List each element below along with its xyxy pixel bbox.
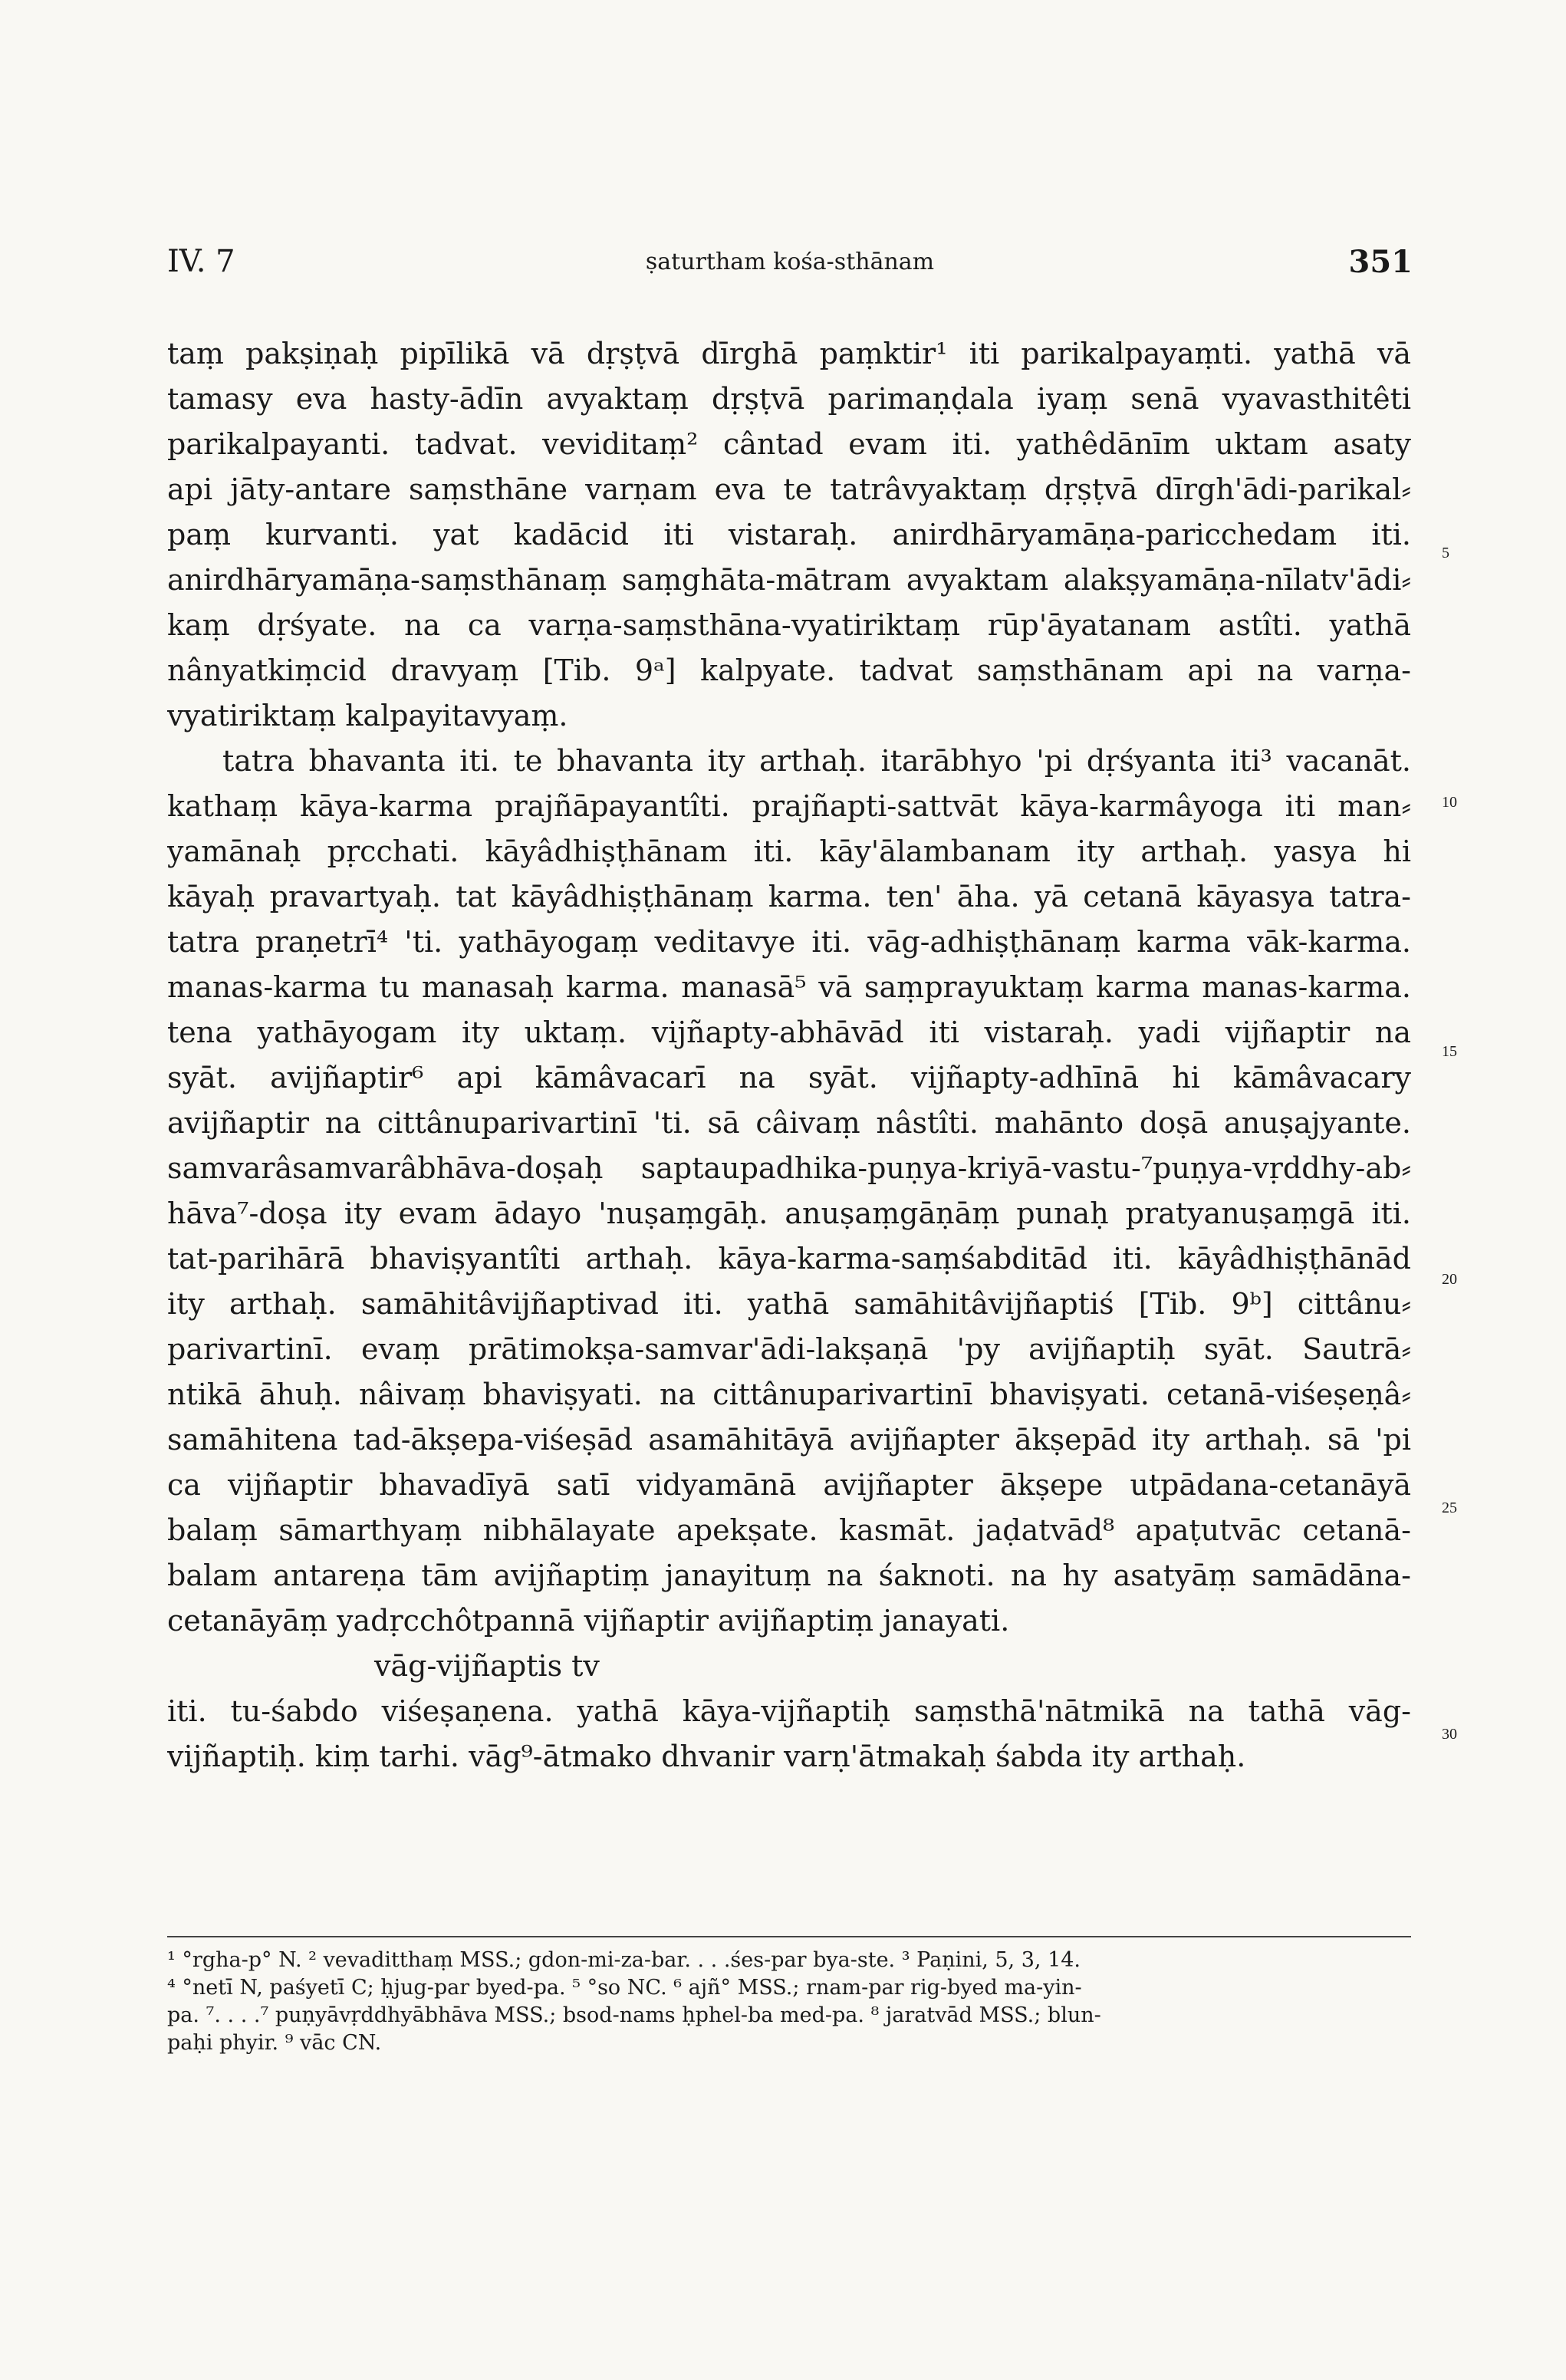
- line-number: 15: [1442, 1043, 1457, 1060]
- text-line: taṃ pakṣiṇaḥ pipīlikā vā dṛṣṭvā dīrghā paṃktir¹ iti parikalpayaṃti. yathā vā: [167, 337, 1411, 370]
- text-line: tamasy eva hasty-ādīn avyaktaṃ dṛṣṭvā parimaṇḍala iyaṃ senā vyavasthitêti: [167, 382, 1411, 416]
- text-line: api jāty-antare saṃsthāne varṇam eva te tatrâvyaktaṃ dṛṣṭvā dīrgh'ādi-parikal⸗: [167, 472, 1411, 506]
- text-line: hāva⁷-doṣa ity evam ādayo 'nuṣaṃgāḥ. anuṣaṃgāṇāṃ punaḥ pratyanuṣaṃgā iti.: [167, 1197, 1411, 1230]
- text-line: manas-karma tu manasaḥ karma. manasā⁵ vā saṃprayuktaṃ karma manas-karma.: [167, 970, 1411, 1004]
- text-line: ntikā āhuḥ. nâivaṃ bhaviṣyati. na cittânuparivartinī bhaviṣyati. cetanā-viśeṣeṇâ⸗: [167, 1378, 1411, 1411]
- text-line: yamānaḥ pṛcchati. kāyâdhiṣṭhānam iti. kāy'ālambanam ity arthaḥ. yasya hi: [167, 834, 1411, 868]
- footnotes: [167, 1947, 1411, 2057]
- line-number: 20: [1442, 1271, 1457, 1288]
- running-title: ṣaturtham kośa-sthānam: [645, 249, 935, 275]
- line-number: 30: [1442, 1726, 1457, 1743]
- text-line: cetanāyāṃ yadṛcchôtpannā vijñaptir avijñaptiṃ janayati.: [167, 1604, 1010, 1638]
- text-line: ity arthaḥ. samāhitâvijñaptivad iti. yathā samāhitâvijñaptiś [Tib. 9ᵇ] cittânu⸗: [167, 1287, 1411, 1321]
- text-line: samāhitena tad-ākṣepa-viśeṣād asamāhitāyā avijñapter ākṣepād ity arthaḥ. sā 'pi: [167, 1423, 1411, 1457]
- footnote-line: ⁴ °netī N, paśyetī C; ḥjug-par byed-pa. ⁵ °so NC. ⁶ ajñ° MSS.; rnam-par rig-byed ma-yin-: [167, 1976, 1082, 2000]
- footnote-line: ¹ °rgha-p° N. ² vevaditthaṃ MSS.; gdon-mi-za-bar. . . .śes-par bya-ste. ³ Paṇini, 5, 3, 14.: [167, 1948, 1081, 1972]
- text-line: balaṃ sāmarthyaṃ nibhālayate apekṣate. kasmāt. jaḍatvād⁸ apaṭutvāc cetanā-: [167, 1513, 1411, 1547]
- footnote-line: paḥi phyir. ⁹ vāc CN.: [167, 2031, 382, 2055]
- running-header: [167, 244, 1413, 290]
- text-line: tena yathāyogam ity uktaṃ. vijñapty-abhāvād iti vistaraḥ. yadi vijñaptir na: [167, 1016, 1411, 1049]
- text-line: tat-parihārā bhaviṣyantîti arthaḥ. kāya-karma-saṃśabditād iti. kāyâdhiṣṭhānād: [167, 1242, 1411, 1276]
- line-number: 5: [1442, 545, 1449, 561]
- text-line: kaṃ dṛśyate. na ca varṇa-saṃsthāna-vyatiriktaṃ rūp'āyatanam astîti. yathā: [167, 608, 1411, 642]
- text-line: parivartinī. evaṃ prātimokṣa-samvar'ādi-lakṣaṇā 'py avijñaptiḥ syāt. Sautrā⸗: [167, 1332, 1411, 1366]
- chapter-reference: IV. 7: [167, 244, 235, 279]
- text-line: samvarâsamvarâbhāva-doṣaḥ saptaupadhika-puṇya-kriyā-vastu-⁷puṇya-vṛddhy-ab⸗: [167, 1151, 1411, 1185]
- text-line: avijñaptir na cittânuparivartinī 'ti. sā câivaṃ nâstîti. mahānto doṣā anuṣajyante.: [167, 1106, 1411, 1140]
- footnote-line: pa. ⁷. . . .⁷ puṇyāvṛddhyābhāva MSS.; bsod-nams ḥphel-ba med-pa. ⁸ jaratvād MSS.; blun-: [167, 2003, 1101, 2027]
- text-line: nânyatkiṃcid dravyaṃ [Tib. 9ᵃ] kalpyate. tadvat saṃsthānam api na varṇa-: [167, 653, 1411, 687]
- text-line: parikalpayanti. tadvat. veviditaṃ² cântad evam iti. yathêdānīm uktam asaty: [167, 427, 1411, 461]
- footnote-rule: [167, 1936, 1411, 1937]
- text-line: paṃ kurvanti. yat kadācid iti vistaraḥ. anirdhāryamāṇa-paricchedam iti.: [167, 518, 1411, 551]
- text-line: tatra praṇetrī⁴ 'ti. yathāyogaṃ veditavye iti. vāg-adhiṣṭhānaṃ karma vāk-karma.: [167, 925, 1411, 959]
- text-line: vijñaptiḥ. kiṃ tarhi. vāg⁹-ātmako dhvanir varṇ'ātmakaḥ śabda ity arthaḥ.: [167, 1740, 1246, 1773]
- line-number: 25: [1442, 1499, 1457, 1516]
- text-line: vyatiriktaṃ kalpayitavyaṃ.: [167, 699, 568, 732]
- text-line: kāyaḥ pravartyaḥ. tat kāyâdhiṣṭhānaṃ karma. ten' āha. yā cetanā kāyasya tatra-: [167, 880, 1411, 913]
- page-number: 351: [1348, 244, 1413, 280]
- verse-quote-line: vāg-vijñaptis tv: [374, 1649, 600, 1683]
- text-line: iti. tu-śabdo viśeṣaṇena. yathā kāya-vijñaptiḥ saṃsthā'nātmikā na tathā vāg-: [167, 1694, 1411, 1728]
- text-line: balam antareṇa tām avijñaptiṃ janayituṃ na śaknoti. na hy asatyāṃ samādāna-: [167, 1559, 1411, 1592]
- text-line: anirdhāryamāṇa-saṃsthānaṃ saṃghāta-mātram avyaktam alakṣyamāṇa-nīlatv'ādi⸗: [167, 563, 1411, 597]
- text-line: kathaṃ kāya-karma prajñāpayantîti. prajñapti-sattvāt kāya-karmâyoga iti man⸗: [167, 789, 1411, 823]
- main-text: [167, 331, 1411, 1779]
- text-line: ca vijñaptir bhavadīyā satī vidyamānā avijñapter ākṣepe utpādana-cetanāyā: [167, 1468, 1411, 1502]
- line-number: 10: [1442, 794, 1457, 811]
- text-line: tatra bhavanta iti. te bhavanta ity arthaḥ. itarābhyo 'pi dṛśyanta iti³ vacanāt.: [222, 744, 1411, 778]
- text-line: syāt. avijñaptir⁶ api kāmâvacarī na syāt. vijñapty-adhīnā hi kāmâvacary: [167, 1061, 1411, 1095]
